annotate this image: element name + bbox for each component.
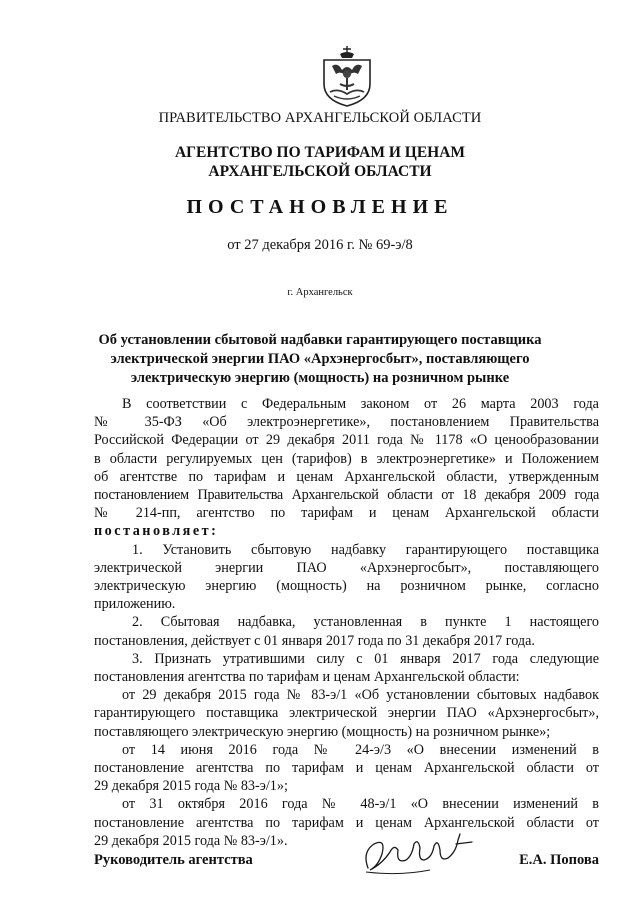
text-line: приложению. [94, 596, 176, 613]
text-line: от 31 октября 2016 года № 48-э/1 «О внесении изменений в [122, 796, 599, 813]
document-date-number: от 27 декабря 2016 г. № 69-э/8 [227, 237, 413, 253]
text-line: поставляющего электрическую энергию (мощность) на розничном рынке»; [94, 723, 551, 740]
document-title [0, 331, 640, 388]
text-line: В соответствии с Федеральным законом от 26 марта 2003 года [122, 396, 599, 412]
text-line: Российской Федерации от 29 декабря 2011 года № 1178 «О ценообразовании [94, 432, 599, 449]
text-line: постановления, действует с 01 января 2017 года по 31 декабря 2017 года. [94, 632, 535, 649]
repeal-item-3 [94, 795, 599, 850]
repeal-item-2 [94, 741, 599, 796]
text-line: 1. Установить сбытовую надбавку гарантирующего поставщика [132, 541, 599, 558]
government-name: ПРАВИТЕЛЬСТВО АРХАНГЕЛЬСКОЙ ОБЛАСТИ [158, 110, 482, 126]
text-line: постановления агентства по тарифам и ценам Архангельской области: [94, 669, 520, 686]
intro-paragraph [94, 395, 599, 541]
text-line: 2. Сбытовая надбавка, установленная в пункте 1 настоящего [132, 614, 599, 631]
text-line: 29 декабря 2015 года № 83-э/1»; [94, 778, 288, 795]
handwritten-signature-icon [360, 830, 480, 880]
title-line2: электрической энергии ПАО «Архэнергосбыт», поставляющего [110, 351, 530, 367]
text-line: об агентстве по тарифам и ценам Архангельской области, утвержденным [94, 468, 599, 485]
text-line: в области регулируемых цен (тарифов) в электроэнергетике» и Положением [94, 450, 599, 467]
resolves-word: постановляет: [94, 523, 219, 540]
text-line: от 14 июня 2016 года № 24-э/3 «О внесении изменений в [122, 741, 599, 758]
text-line: гарантирующего поставщика электрической энергии ПАО «Архэнергосбыт», [94, 705, 599, 722]
title-line1: Об установлении сбытовой надбавки гарантирующего поставщика [98, 332, 542, 348]
coat-of-arms-icon [318, 44, 376, 108]
city-name: г. Архангельск [287, 287, 353, 298]
item-2 [94, 613, 599, 649]
text-line: постановление агентства по тарифам и ценам Архангельской области от [94, 814, 599, 831]
text-line: постановлением Правительства Архангельской области от 18 декабря 2009 года [94, 487, 599, 504]
text-line: 3. Признать утратившими силу с 01 января 2017 года следующие [132, 650, 599, 667]
agency-name-line2: АРХАНГЕЛЬСКОЙ ОБЛАСТИ [208, 163, 432, 180]
item-1 [94, 541, 599, 614]
document-body [94, 395, 599, 850]
document-type: ПОСТАНОВЛЕНИЕ [186, 196, 454, 218]
text-line: от 29 декабря 2015 года № 83-э/1 «Об установлении сбытовых надбавок [122, 687, 599, 704]
text-line: № 214-пп, агентство по тарифам и ценам Архангельской области [94, 505, 599, 522]
title-line3: электрическую энергию (мощность) на розничном рынке [130, 370, 510, 386]
text-line: электрической энергии ПАО «Архэнергосбыт», поставляющего [94, 559, 599, 576]
signatory-position: Руководитель агентства [94, 852, 253, 868]
item-3 [94, 650, 599, 686]
repeal-item-1 [94, 686, 599, 741]
text-line: постановление агентства по тарифам и ценам Архангельской области от [94, 760, 599, 777]
text-line: № 35-ФЗ «Об электроэнергетике», постановлением Правительства [94, 414, 599, 431]
signatory-name: Е.А. Попова [519, 852, 599, 868]
text-line: 29 декабря 2015 года № 83-э/1». [94, 832, 288, 849]
text-line: электрическую энергию (мощность) на розничном рынке, согласно [94, 578, 599, 595]
agency-name [0, 143, 640, 181]
agency-name-line1: АГЕНТСТВО ПО ТАРИФАМ И ЦЕНАМ [174, 144, 466, 161]
